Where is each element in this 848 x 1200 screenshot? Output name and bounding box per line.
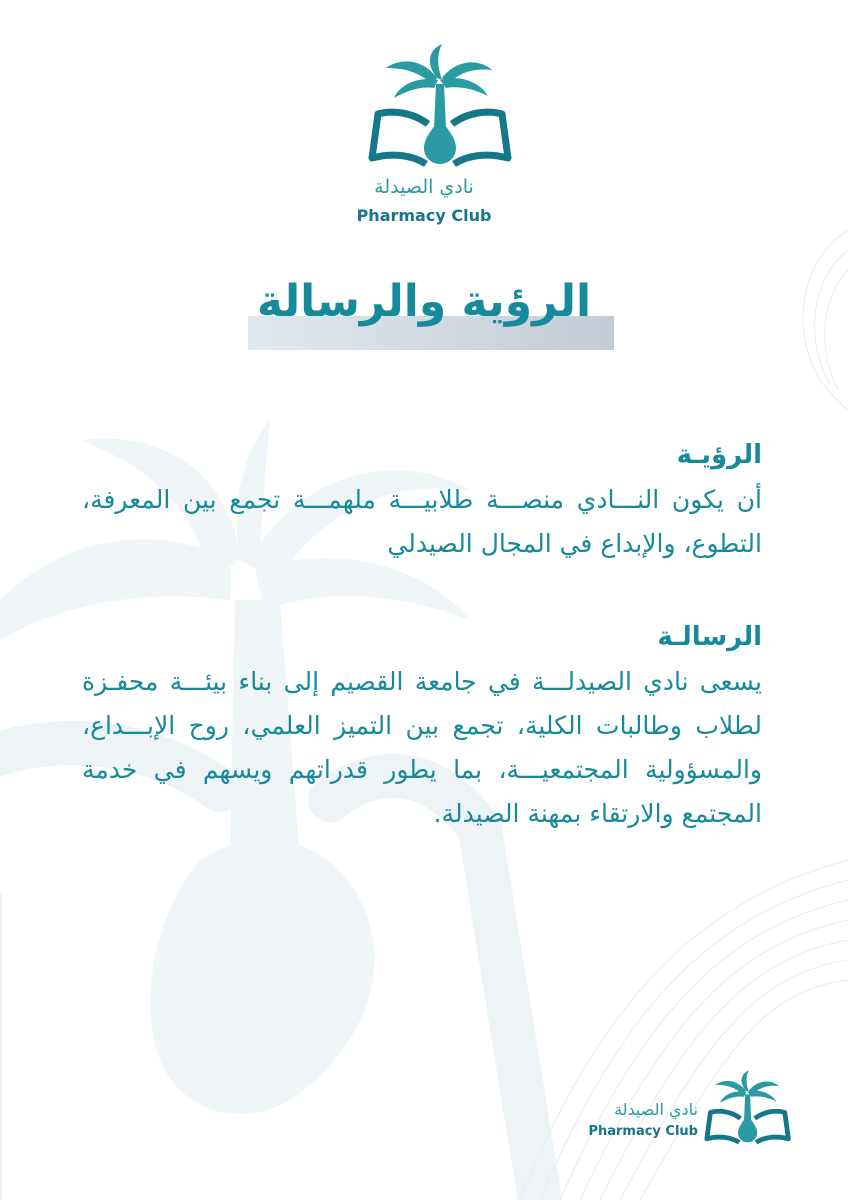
vision-text: أن يكون النـــادي منصـــة طلابيـــة ملهمـــة تجمع بين المعرفة، التطوع، والإبداع في المجال الصيدلي <box>82 485 762 558</box>
logo-arabic-name-bottom: نادي الصيدلة <box>614 1100 698 1119</box>
mission-heading: الرسالـة <box>657 622 762 652</box>
logo-english-name: Pharmacy Club <box>356 206 492 225</box>
palm-book-drop-logo-icon <box>364 40 514 170</box>
mission-text: يسعى نادي الصيدلـــة في جامعة القصيم إلى بناء بيئـــة محفـزة لطلاب وطالبات الكلية، تجمع بين التميز العلمي، روح الإبـــداع، والمسؤولية المجتمعيـــة، بما يطور قدراتهم ويسهم في خدمة المجتمع والارتقاء بمهنة الصيدلة. <box>82 667 762 828</box>
palm-book-drop-logo-small-icon <box>702 1066 792 1148</box>
logo-english-name-bottom: Pharmacy Club <box>588 1124 698 1139</box>
page-title: الرؤية والرسالة <box>256 276 592 327</box>
vision-heading: الرؤيـة <box>676 440 762 470</box>
logo-arabic-name: نادي الصيدلة <box>374 176 474 198</box>
